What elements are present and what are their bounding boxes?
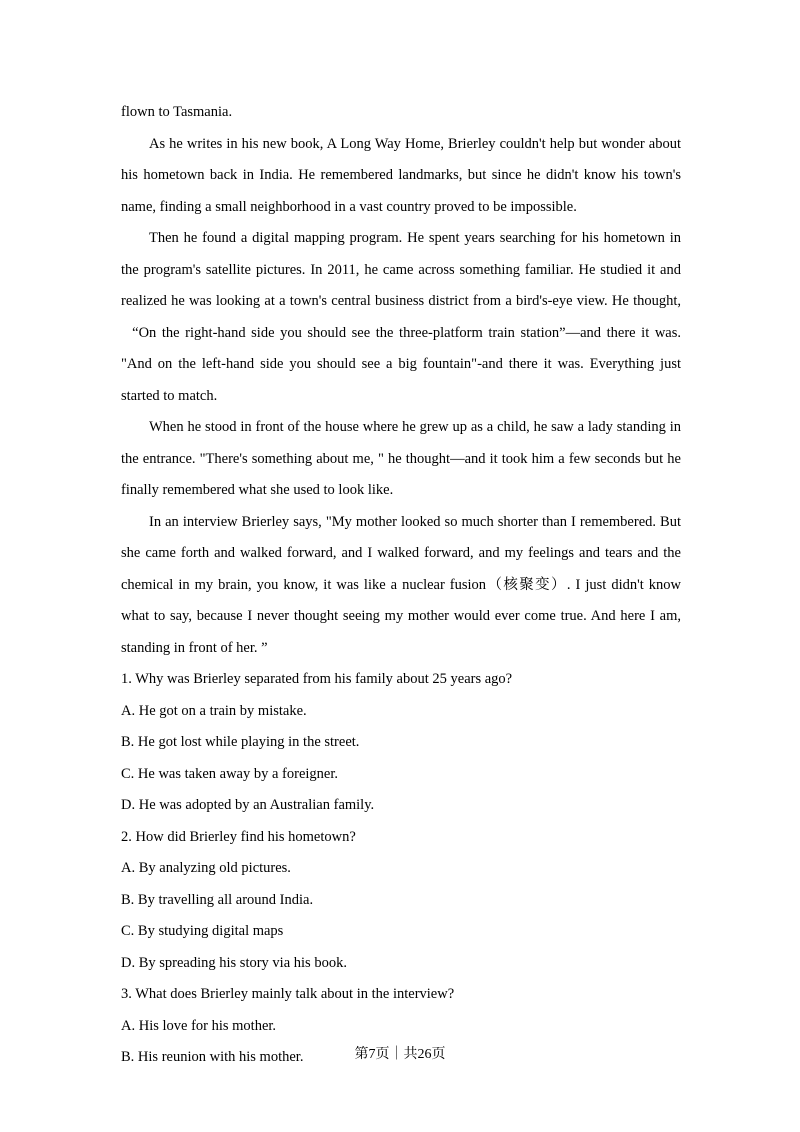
question-stem: 1. Why was Brierley separated from his family about 25 years ago? <box>121 671 513 687</box>
paragraph: When he stood in front of the house where he grew up as a child, he saw a lady standing in the entrance. "There's something about me, " he thought—and it took him a few seconds but he finally remembered what she used to look like. <box>121 419 681 498</box>
page-footer <box>0 1045 800 1065</box>
answer-option: C. He was taken away by a foreigner. <box>121 765 339 782</box>
answer-option: B. His reunion with his mother. <box>121 1049 304 1065</box>
answer-option: C. By studying digital maps <box>121 923 284 939</box>
answer-option: D. He was adopted by an Australian family. <box>121 797 375 813</box>
question-stem: 3. What does Brierley mainly talk about in the interview? <box>121 986 455 1002</box>
paragraph-continuation: flown to Tasmania. <box>121 104 233 120</box>
page-content <box>121 97 681 1074</box>
paragraph: In an interview Brierley says, "My mother looked so much shorter than I remembered. But she came forth and walked forward, and I walked forward, and my feelings and tears and the chemical in my brain, you know, it was like a nuclear fusion（核聚变）. I just didn't know what to say, because I never thought seeing my mother would ever come true. And here I am, standing in front of her. ” <box>121 513 681 656</box>
question-stem: 2. How did Brierley find his hometown? <box>121 828 356 845</box>
answer-option: A. By analyzing old pictures. <box>121 860 291 876</box>
answer-option: B. He got lost while playing in the street. <box>121 734 360 750</box>
answer-option: A. He got on a train by mistake. <box>121 702 307 719</box>
answer-option: D. By spreading his story via his book. <box>121 954 347 971</box>
paragraph: Then he found a digital mapping program. He spent years searching for his hometown in the program's satellite pictures. In 2011, he came across something familiar. He studied it and realized he was looking at a town's central business district from a bird's-eye view. He thought, “On the right-hand side you should see the three-platform train station”—and there it was. "And on the left-hand side you should see a big fountain"-and there it was. Everything just started to match. <box>121 230 681 404</box>
answer-option: A. His love for his mother. <box>121 1017 277 1034</box>
page-number-label: 第7页｜共26页 <box>354 1047 446 1062</box>
answer-option: B. By travelling all around India. <box>121 891 314 908</box>
paragraph: As he writes in his new book, A Long Way Home, Brierley couldn't help but wonder about his hometown back in India. He remembered landmarks, but since he didn't know his town's name, finding a small neighborhood in a vast country proved to be impossible. <box>121 135 681 215</box>
